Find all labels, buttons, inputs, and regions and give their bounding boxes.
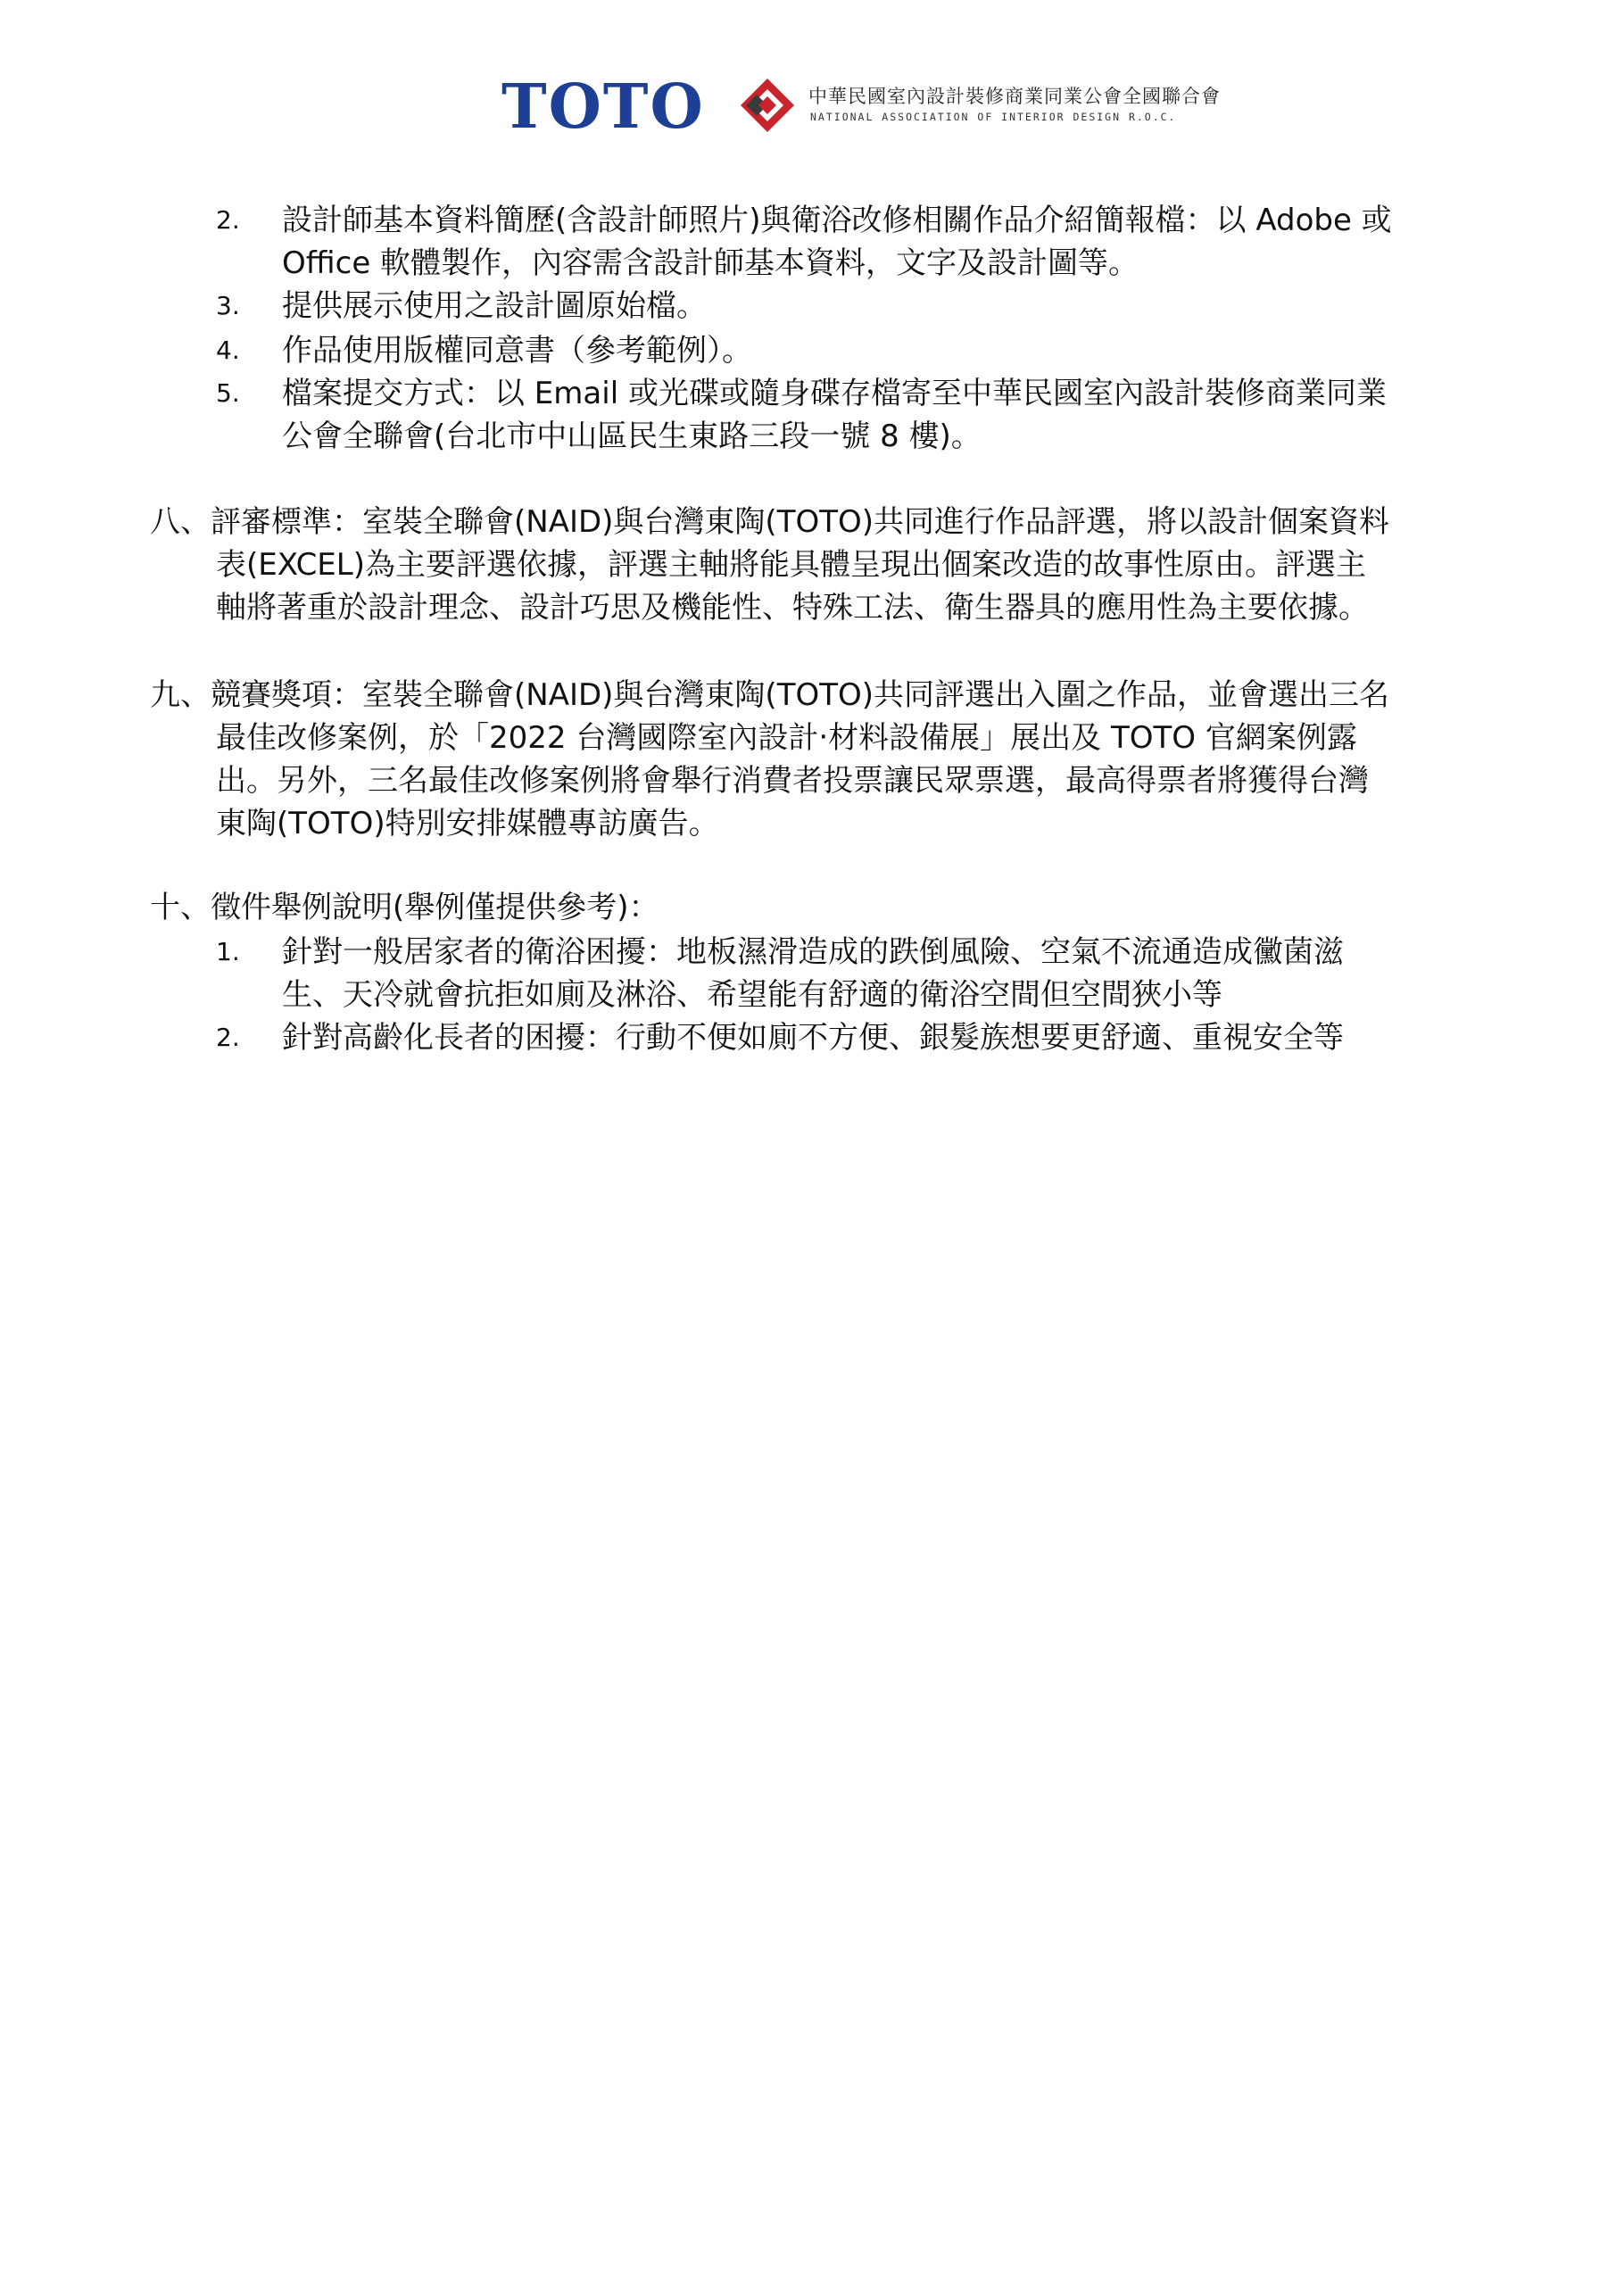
list-item-line: 設計師基本資料簡歷(含設計師照片)與衛浴改修相關作品介紹簡報檔：以 Adobe 或 (282, 203, 1392, 238)
list-item-number: 4. (216, 336, 240, 365)
list-item-line: 針對一般居家者的衛浴困擾：地板濕滑造成的跌倒風險、空氣不流通造成黴菌滋 (282, 934, 1344, 970)
list-item-line: 公會全聯會(台北市中山區民生東路三段一號 8 樓)。 (282, 419, 982, 454)
section-line: 東陶(TOTO)特別安排媒體專訪廣告。 (216, 806, 719, 841)
list-item-line: 針對高齡化長者的困擾：行動不便如廁不方便、銀髮族想要更舒適、重視安全等 (282, 1020, 1344, 1056)
naid-emblem-icon (739, 77, 796, 134)
naid-logo (739, 70, 1221, 145)
section-heading-awards: 九、競賽獎項：室裝全聯會(NAID)與台灣東陶(TOTO)共同評選出入圍之作品，並會選出三名 (150, 677, 1390, 713)
list-item-number: 2. (216, 1023, 240, 1052)
list-item-line: 檔案提交方式：以 Email 或光碟或隨身碟存檔寄至中華民國室內設計裝修商業同業 (282, 376, 1387, 411)
section-line: 出。另外，三名最佳改修案例將會舉行消費者投票讓民眾票選，最高得票者將獲得台灣 (216, 763, 1369, 799)
list-item-number: 1. (216, 937, 240, 966)
list-item-number: 2. (216, 205, 240, 235)
list-item-line: Office 軟體製作，內容需含設計師基本資料，文字及設計圖等。 (282, 245, 1139, 281)
list-item-number: 3. (216, 291, 240, 320)
section-heading-examples: 十、徵件舉例說明(舉例僅提供參考)： (150, 890, 659, 925)
naid-name-cn: 中華民國室內設計裝修商業同業公會全國聯合會 (808, 86, 1221, 107)
section-line: 表(EXCEL)為主要評選依據，評選主軸將能具體呈現出個案改造的故事性原由。評選主 (216, 547, 1366, 583)
toto-logo: TOTO (501, 71, 705, 143)
list-item-line: 作品使用版權同意書（參考範例）。 (282, 333, 752, 369)
list-item-line: 提供展示使用之設計圖原始檔。 (282, 288, 707, 324)
naid-name-en: NATIONAL ASSOCIATION OF INTERIOR DESIGN R.O.C. (810, 111, 1177, 123)
section-line: 軸將著重於設計理念、設計巧思及機能性、特殊工法、衛生器具的應用性為主要依據。 (216, 590, 1369, 626)
page-header (0, 66, 1624, 146)
list-item-line: 生、天冷就會抗拒如廁及淋浴、希望能有舒適的衛浴空間但空間狹小等 (282, 977, 1222, 1013)
section-heading-judging: 八、評審標準：室裝全聯會(NAID)與台灣東陶(TOTO)共同進行作品評選，將以設計個案資料 (150, 504, 1390, 540)
list-item-number: 5. (216, 378, 240, 408)
section-line: 最佳改修案例，於「2022 台灣國際室內設計‧材料設備展」展出及 TOTO 官網案例露 (216, 720, 1357, 756)
